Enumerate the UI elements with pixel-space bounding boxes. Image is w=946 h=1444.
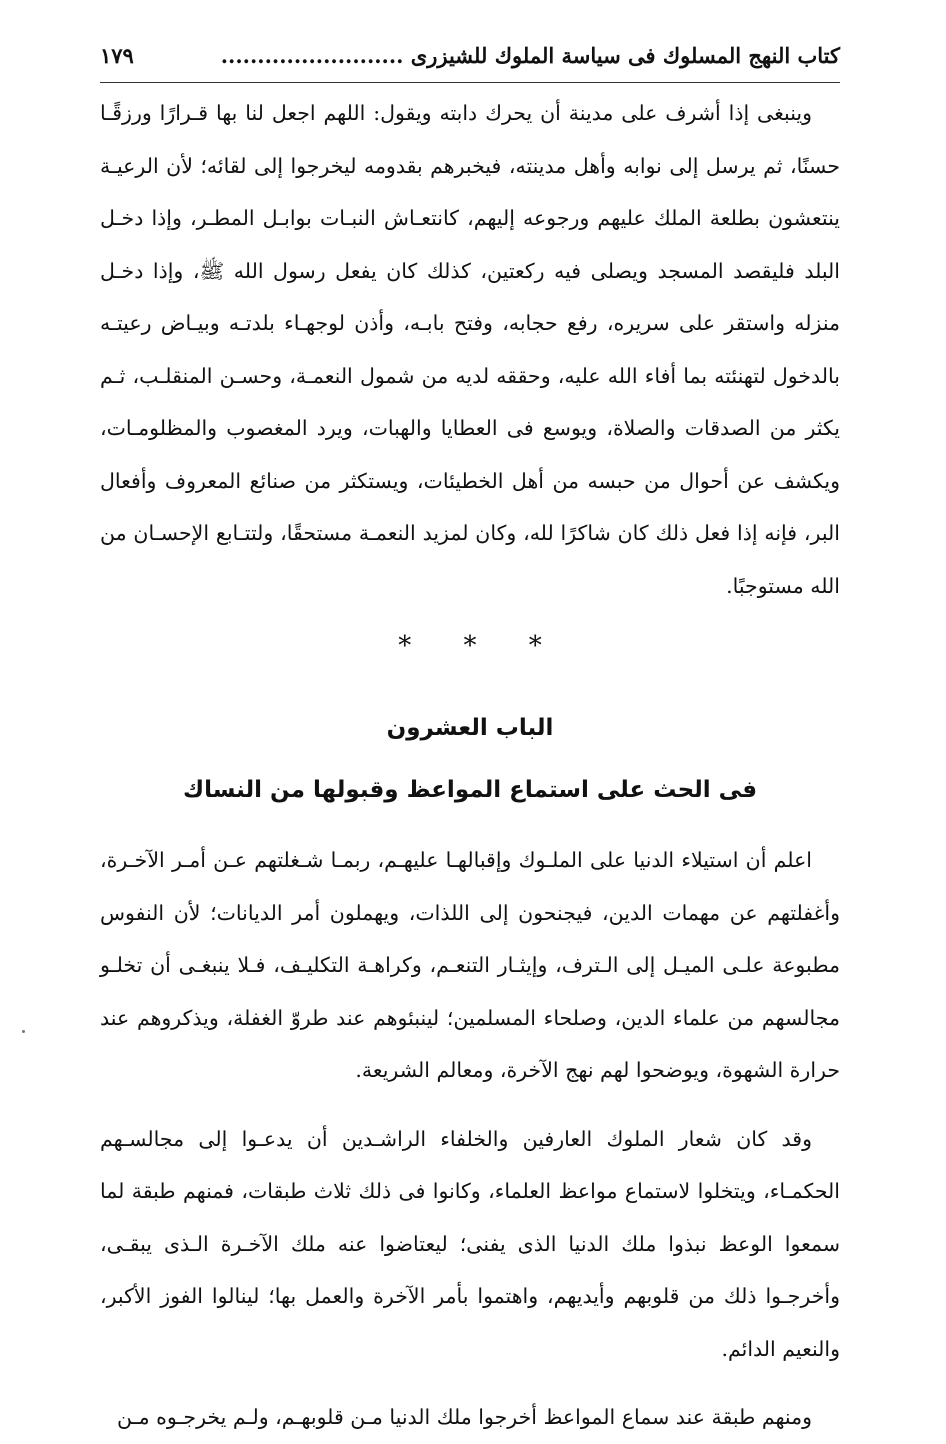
running-head: [100, 36, 840, 83]
book-page: [100, 36, 840, 1444]
body-paragraph: وينبغى إذا أشرف على مدينة أن يحرك دابته ويقول: اللهم اجعل لنا بها قـرارًا ورزقًـا حسنًا، ثم يرسل إلى نوابه وأهل مدينته، فيخبرهم بقدومه ليخرجوا إلى لقائه؛ لأن الرعيـة ينتعشون بطلعة الملك عليهم ورجوعه إليهم، كانتعـاش النبـات بوابـل المطـر، وإذا دخـل البلد فليقصد المسجد ويصلى فيه ركعتين، كذلك كان يفعل رسول الله ﷺ، وإذا دخـل منزله واستقر على سريره، رفع حجابه، وفتح بابـه، وأذن لوجهـاء بلدتـه وبيـاض رعيتـه بالدخول لتهنئته بما أفاء الله عليه، وحققه لديه من شمول النعمـة، وحسـن المنقلـب، ثـم يكثر من الصدقات والصلاة، ويوسع فى العطايا والهبات، ويرد المغصوب والمظلومـات، ويكشف عن أحوال من حبسه من أهل الخطيئات، ويستكثر من صنائع المعروف وأفعال البر، فإنه إذا فعل ذلك كان شاكرًا لله، وكان لمزيد النعمـة مستحقًا، ولتتـابع الإحسـان من الله مستوجبًا.: [100, 101, 840, 598]
section-separator: * * *: [398, 631, 564, 661]
body-paragraph: اعلم أن استيلاء الدنيا على الملـوك وإقبالهـا عليهـم، ربمـا شـغلتهم عـن أمـر الآخـرة، وأغفلتهم عن مهمات الدين، فيجنحون إلى اللذات، ويهملون أمر الديانات؛ لأن النفوس مطبوعة علـى الميـل إلى الـترف، وإيثـار التنعـم، وكراهـة التكليـف، فـلا ينبغـى أن تخلـو مجالسهم من علماء الدين، وصلحاء المسلمين؛ لينبئوهم عند طروّ الغفلة، ويذكروهم عند حرارة الشهوة، ويوضحوا لهم نهج الآخرة، ومعالم الشريعة.: [100, 848, 840, 1082]
page-number: ١٧٩: [100, 43, 134, 68]
running-head-title: كتاب النهج المسلوك فى سياسة الملوك للشيزرى .........................: [220, 43, 840, 68]
chapter-title: الباب العشرون: [386, 715, 554, 741]
body-paragraph: ومنهم طبقة عند سماع المواعظ أخرجوا ملك الدنيا مـن قلوبهـم، ولـم يخرجـوه مـن: [116, 1405, 812, 1429]
body-paragraph: وقد كان شعار الملوك العارفين والخلفاء الراشـدين أن يدعـوا إلى مجالسـهم الحكمـاء، ويتخلوا لاستماع مواعظ العلماء، وكانوا فى ذلك ثلاث طبقات، فمنهم طبقة لما سمعوا الوعظ نبذوا ملك الدنيا الذى يفنى؛ ليعتاضوا عنه ملك الآخـرة الـذى يبقـى، وأخرجـوا ذلك من قلوبهم وأيديهم، واهتموا بأمر الآخرة والعمل بها؛ لينالوا الفوز الأكبر، والنعيم الدائم.: [100, 1126, 840, 1361]
chapter-subtitle: فى الحث على استماع المواعظ وقبولها من النساك: [182, 777, 758, 803]
scan-speck: [22, 1030, 25, 1033]
